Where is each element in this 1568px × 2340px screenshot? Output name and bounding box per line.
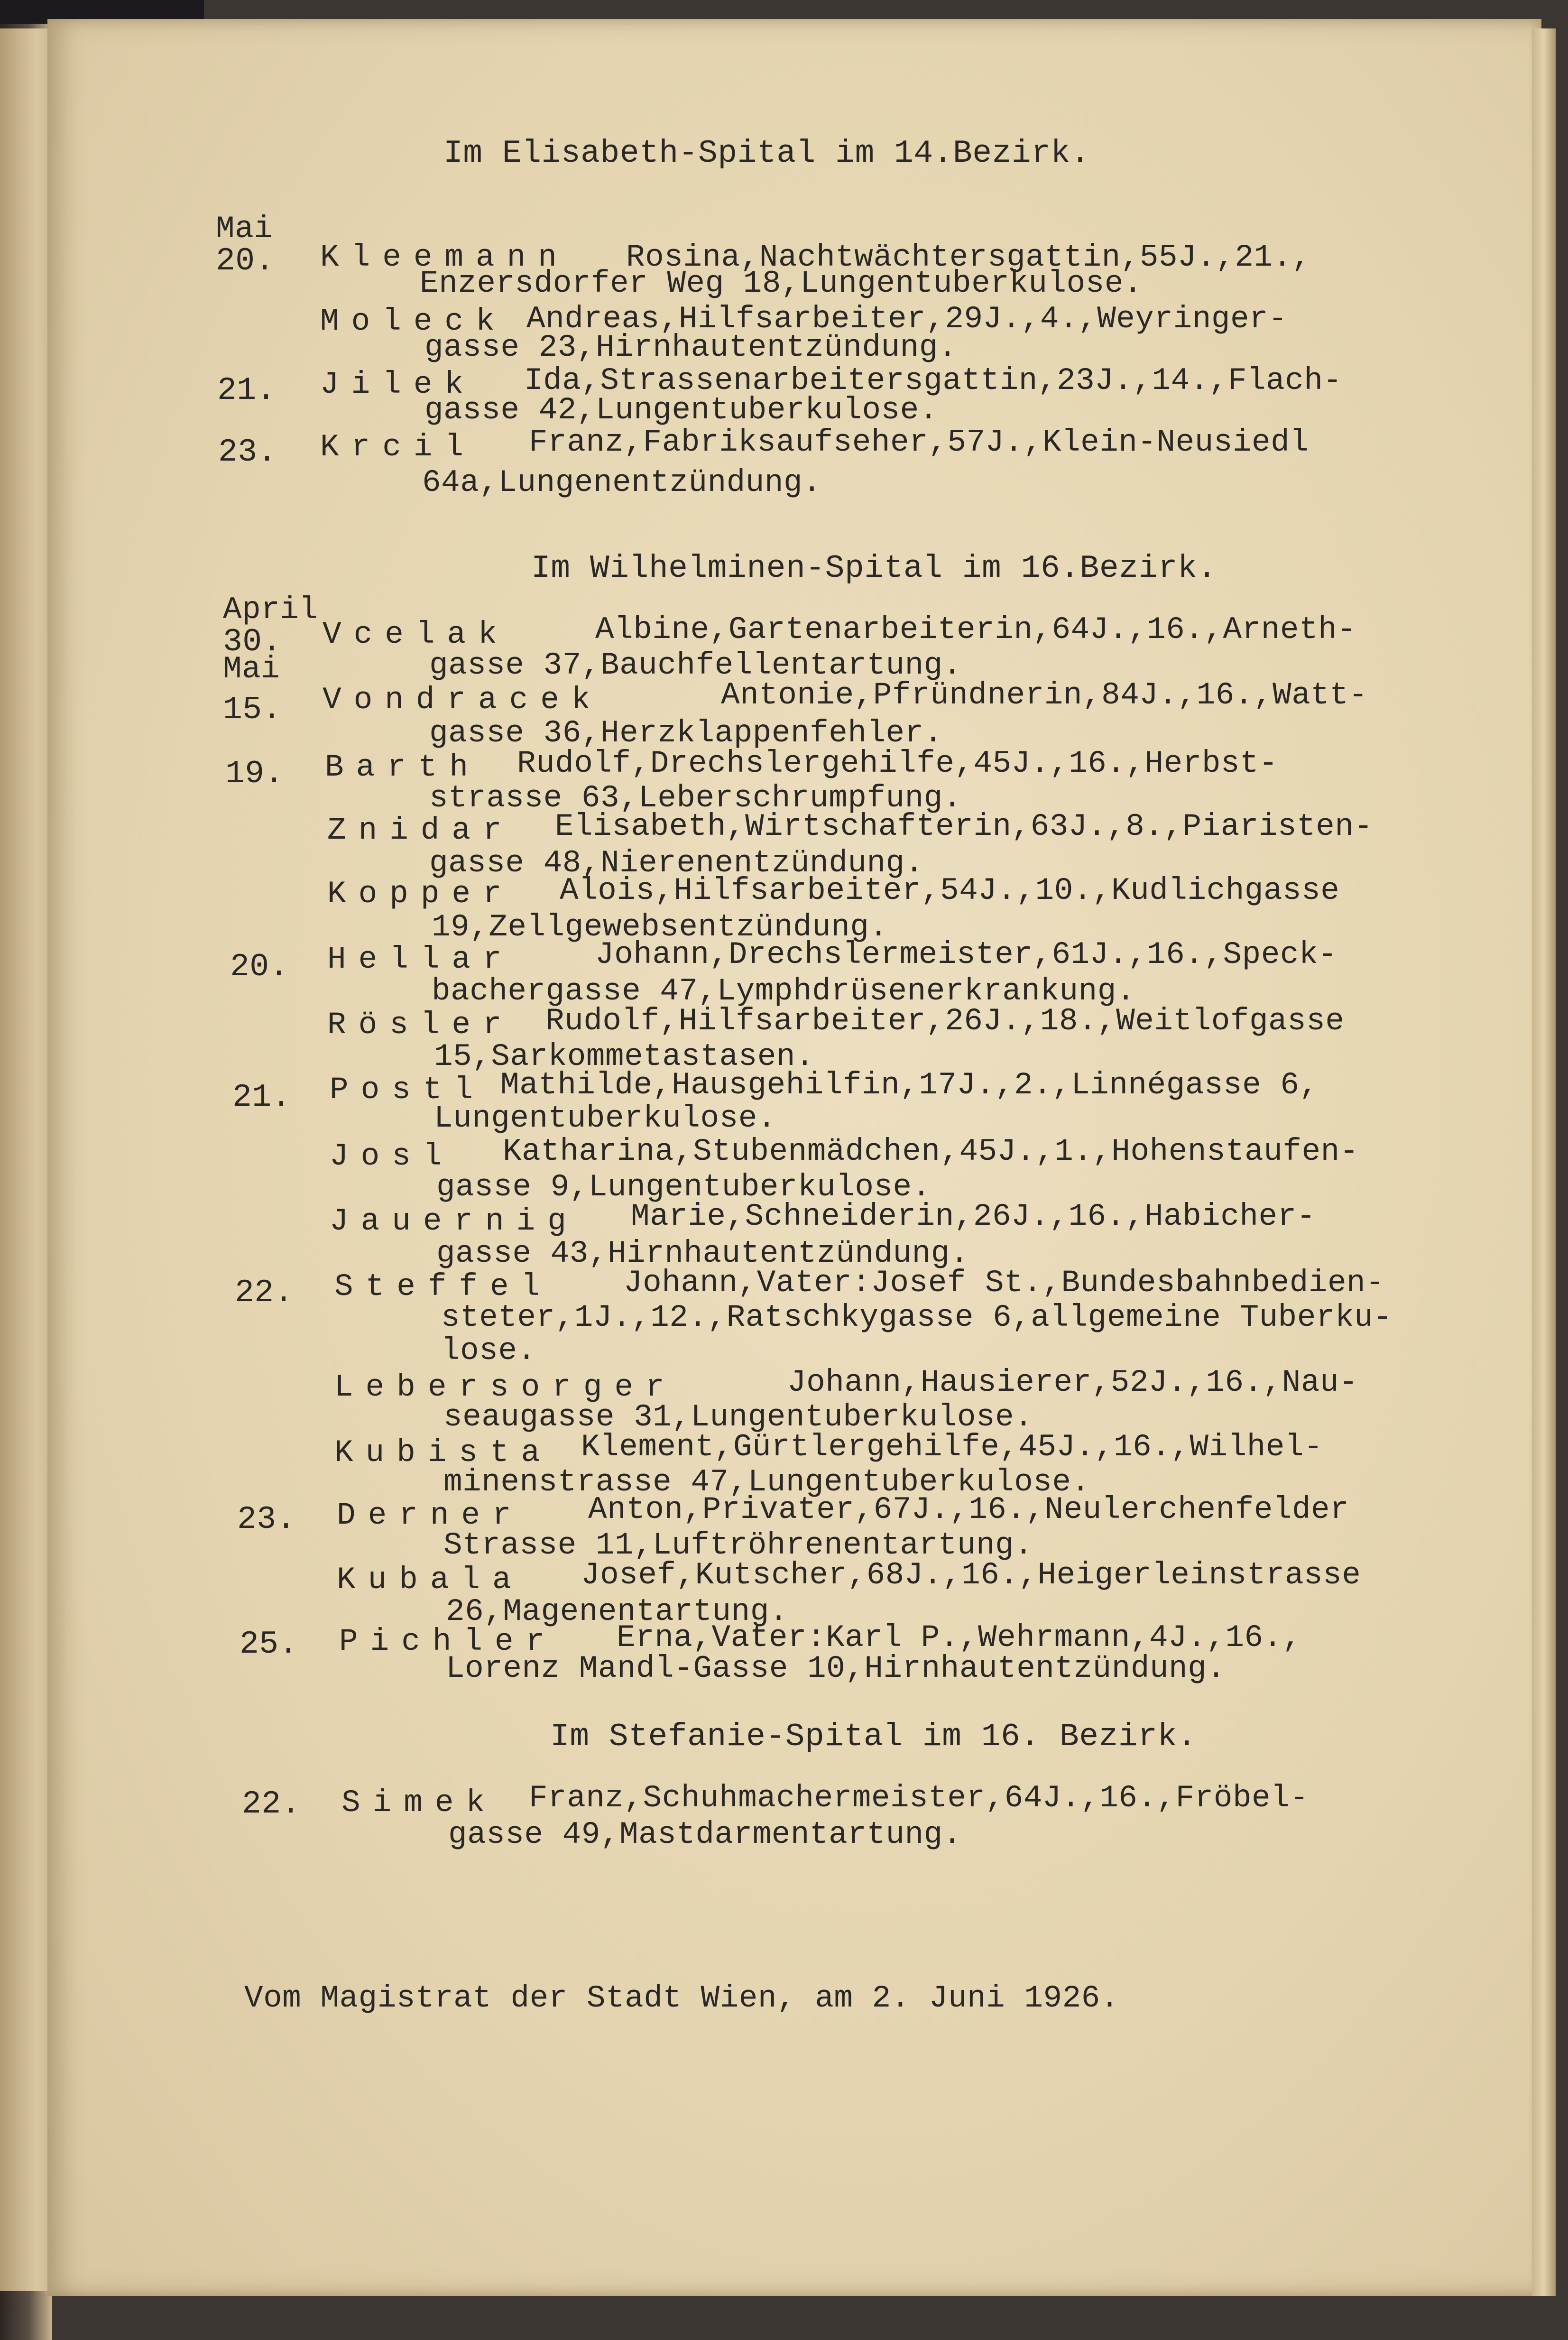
entry-text: gasse 9,Lungentuberkulose. xyxy=(436,1169,931,1205)
entry-text: Ida,Strassenarbeitersgattin,23J.,14.,Flach- xyxy=(524,363,1342,398)
section-heading: Im Stefanie-Spital im 16. Bezirk. xyxy=(550,1719,1197,1755)
entry-text: Klement,Gürtlergehilfe,45J.,16.,Wilhel- xyxy=(581,1429,1323,1465)
entry-text: seaugasse 31,Lungentuberkulose. xyxy=(443,1399,1033,1435)
entry-text: Rosina,Nachtwächtersgattin,55J.,21., xyxy=(626,240,1311,275)
entry-text: Franz,Fabriksaufseher,57J.,Klein-Neusiedl xyxy=(529,425,1309,460)
entry-surname: Postl xyxy=(330,1072,486,1108)
entry-text: Antonie,Pfründnerin,84J.,16.,Watt- xyxy=(721,677,1368,713)
entry-text: gasse 43,Hirnhautentzündung. xyxy=(436,1236,969,1271)
entry-text: bachergasse 47,Lymphdrüsenerkrankung. xyxy=(432,973,1135,1009)
entry-day: 20. xyxy=(230,949,289,985)
entry-day: 25. xyxy=(240,1626,298,1663)
entry-day: 23. xyxy=(237,1501,296,1538)
entry-surname: Rösler xyxy=(327,1007,514,1043)
entry-text: Rudolf,Hilfsarbeiter,26J.,18.,Weitlofgasse xyxy=(545,1003,1345,1039)
month-label: Mai xyxy=(216,211,273,247)
entry-day: 20. xyxy=(216,243,275,279)
entry-text: minenstrasse 47,Lungentuberkulose. xyxy=(443,1464,1090,1500)
entry-text: Mathilde,Hausgehilfin,17J.,2.,Linnégasse 6, xyxy=(500,1067,1319,1103)
entry-surname: Vondracek xyxy=(323,682,603,718)
entry-surname: Hellar xyxy=(327,942,514,977)
entry-text: steter,1J.,12.,Ratschkygasse 6,allgemeine Tuberku- xyxy=(441,1300,1393,1335)
entry-surname: Barth xyxy=(325,749,481,785)
entry-text: Rudolf,Drechslergehilfe,45J.,16.,Herbst- xyxy=(517,746,1278,781)
entry-surname: Kleemann xyxy=(320,240,569,275)
entry-text: 64a,Lungenentzündung. xyxy=(422,465,822,500)
entry-day: 23. xyxy=(218,434,277,471)
entry-text: Johann,Drechslermeister,61J.,16.,Speck- xyxy=(595,937,1337,972)
entry-text: Albine,Gartenarbeiterin,64J.,16.,Arneth- xyxy=(595,612,1356,647)
entry-surname: Znidar xyxy=(327,813,514,848)
entry-surname: Vcelak xyxy=(323,617,509,652)
month-label: April xyxy=(223,592,318,628)
section-heading: Im Wilhelminen-Spital im 16.Bezirk. xyxy=(531,550,1217,587)
entry-text: Marie,Schneiderin,26J.,16.,Habicher- xyxy=(631,1199,1316,1234)
entry-text: 26,Magenentartung. xyxy=(446,1594,788,1629)
section-heading: Im Elisabeth-Spital im 14.Bezirk. xyxy=(443,135,1090,172)
entry-surname: Simek xyxy=(341,1785,498,1821)
entry-text: lose. xyxy=(441,1333,536,1369)
entry-text: Josef,Kutscher,68J.,16.,Heigerleinstrasse xyxy=(581,1557,1361,1593)
entry-surname: Steffel xyxy=(334,1269,553,1304)
entry-text: Alois,Hilfsarbeiter,54J.,10.,Kudlichgasse xyxy=(560,873,1340,908)
entry-text: gasse 48,Nierenentzündung. xyxy=(429,845,924,881)
entry-surname: Kopper xyxy=(327,876,514,912)
entry-surname: Jauernig xyxy=(330,1203,579,1239)
entry-surname: Jilek xyxy=(320,367,476,402)
entry-surname: Moleck xyxy=(320,304,507,339)
entry-text: Lorenz Mandl-Gasse 10,Hirnhautentzündung. xyxy=(446,1651,1226,1686)
entry-text: gasse 37,Bauchfellentartung. xyxy=(429,647,962,683)
entry-day: 15. xyxy=(223,692,282,728)
entry-text: Lungentuberkulose. xyxy=(434,1101,776,1136)
entry-text: 19,Zellgewebsentzündung. xyxy=(432,909,888,945)
entry-text: Johann,Vater:Josef St.,Bundesbahnbedien- xyxy=(624,1265,1385,1301)
entry-text: Katharina,Stubenmädchen,45J.,1.,Hohenstaufen- xyxy=(503,1134,1359,1169)
footer-signature-line: Vom Magistrat der Stadt Wien, am 2. Juni 1926. xyxy=(244,1980,1119,2016)
entry-text: Elisabeth,Wirtschafterin,63J.,8.,Piaristen- xyxy=(555,809,1373,844)
entry-surname: Derner xyxy=(337,1498,524,1533)
entry-surname: Kubala xyxy=(337,1562,524,1598)
entry-text: gasse 23,Hirnhautentzündung. xyxy=(424,330,957,365)
entry-text: Andreas,Hilfsarbeiter,29J.,4.,Weyringer- xyxy=(526,301,1288,337)
entry-text: Anton,Privater,67J.,16.,Neulerchenfelder xyxy=(588,1492,1349,1527)
entry-surname: Kubista xyxy=(334,1435,553,1471)
entry-text: gasse 49,Mastdarmentartung. xyxy=(448,1817,962,1852)
entry-day: 21. xyxy=(217,372,276,409)
entry-surname: Josl xyxy=(330,1138,454,1174)
entry-surname: Pichler xyxy=(339,1624,557,1659)
entry-day: 22. xyxy=(242,1786,301,1822)
entry-day: 21. xyxy=(232,1079,291,1116)
entry-day: 30. xyxy=(223,624,282,660)
entry-text: Franz,Schuhmachermeister,64J.,16.,Fröbel- xyxy=(529,1780,1309,1816)
entry-day: 19. xyxy=(225,756,284,792)
entry-text: strasse 63,Leberschrumpfung. xyxy=(429,780,962,816)
entry-text: gasse 42,Lungentuberkulose. xyxy=(424,392,938,428)
entry-text: Enzersdorfer Weg 18,Lungentuberkulose. xyxy=(420,266,1143,301)
entry-surname: Krcil xyxy=(320,429,476,465)
month-label: Mai xyxy=(223,651,280,687)
entry-text: Erna,Vater:Karl P.,Wehrmann,4J.,16., xyxy=(617,1620,1301,1656)
entry-text: 15,Sarkommetastasen. xyxy=(434,1039,815,1074)
entry-text: Strasse 11,Luftröhrenentartung. xyxy=(443,1527,1033,1563)
entry-surname: Lebersorger xyxy=(334,1369,677,1405)
entry-text: gasse 36,Herzklappenfehler. xyxy=(429,715,943,751)
entry-text: Johann,Hausierer,52J.,16.,Nau- xyxy=(787,1365,1358,1400)
entry-day: 22. xyxy=(235,1275,294,1311)
